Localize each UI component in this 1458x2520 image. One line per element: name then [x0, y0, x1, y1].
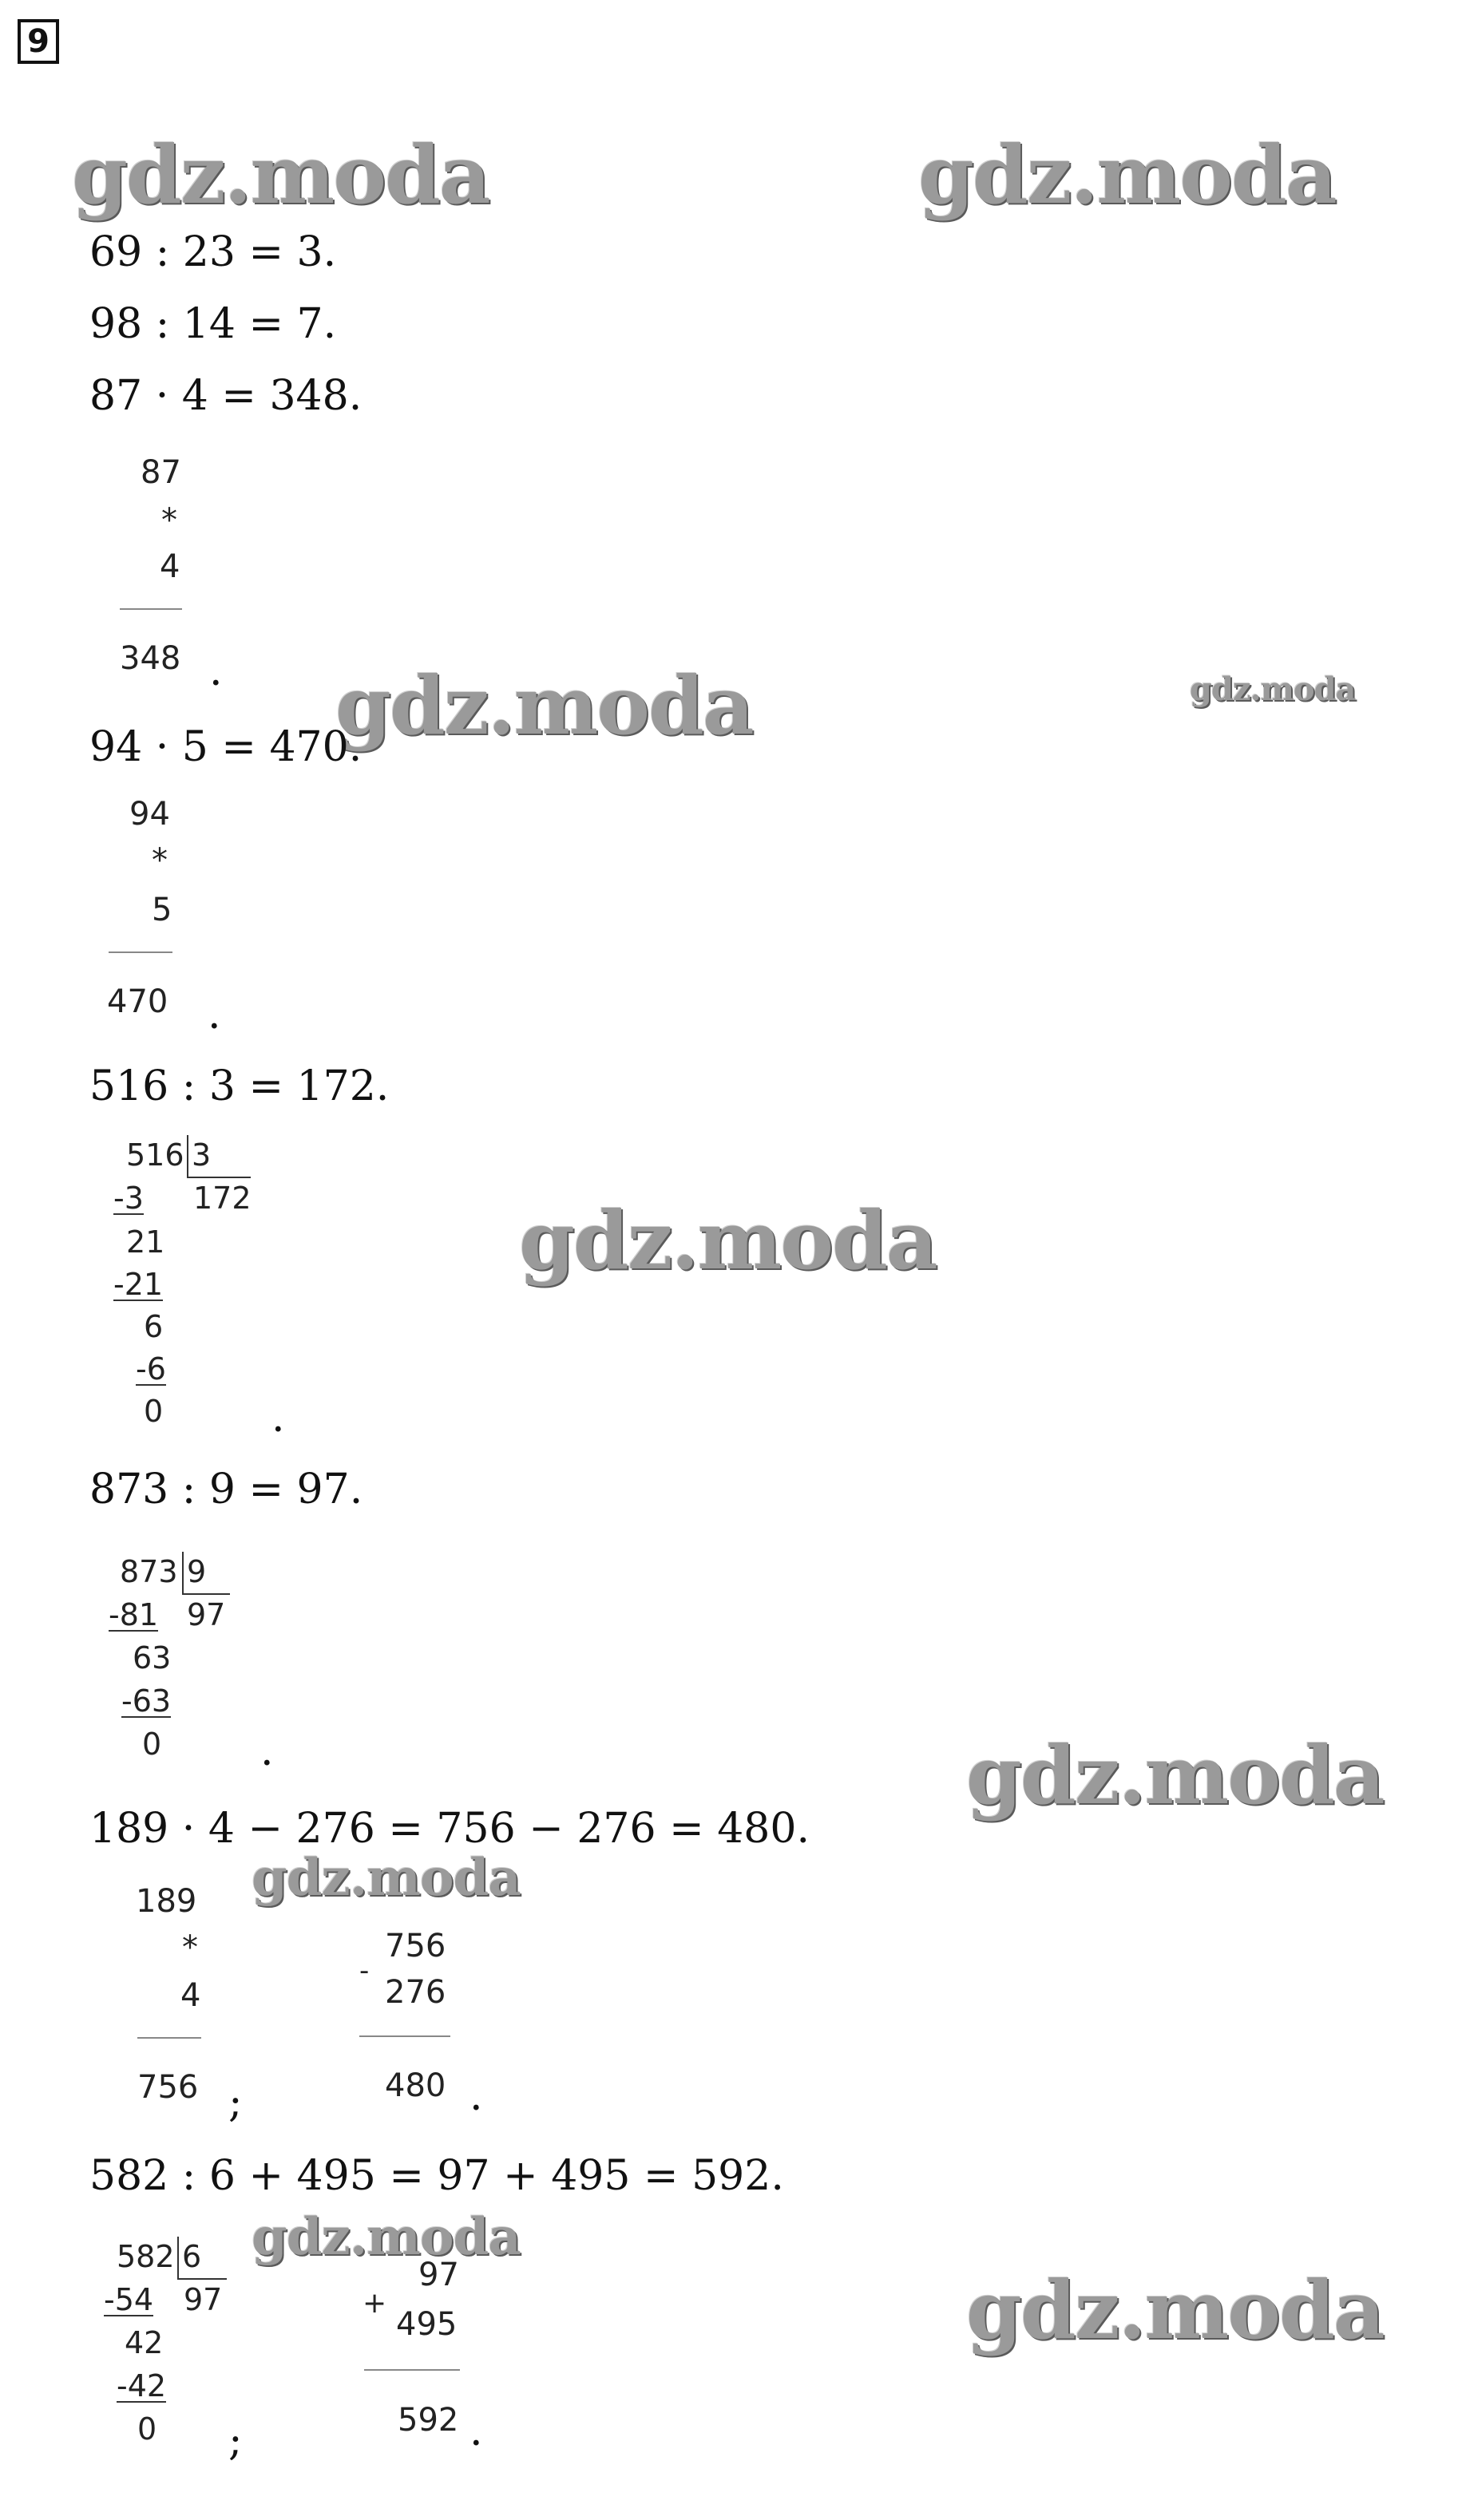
- equation-line: 582 : 6 + 495 = 97 + 495 = 592.: [89, 2152, 784, 2200]
- subtrahend: -42: [117, 2368, 167, 2403]
- subtrahend: 276: [385, 1974, 446, 2011]
- minuend: 756: [385, 1928, 446, 1964]
- result-line: [109, 951, 172, 953]
- multiplicand: 94: [129, 796, 170, 833]
- watermark: gdz.moda: [1190, 671, 1356, 708]
- watermark: gdz.moda: [966, 1728, 1384, 1822]
- result-line: [120, 608, 182, 610]
- end-mark: ;: [228, 2079, 243, 2126]
- subtrahend: -63: [121, 1683, 172, 1719]
- division-bar: [182, 1552, 184, 1593]
- operator: +: [363, 2287, 387, 2320]
- equation-line: 873 : 9 = 97.: [89, 1466, 363, 1513]
- equation-line: 94 · 5 = 470.: [89, 723, 363, 771]
- quotient-line: [182, 1593, 230, 1595]
- result-line: [137, 2037, 201, 2039]
- subtrahend: -6: [136, 1351, 166, 1387]
- equation-line: 87 · 4 = 348.: [89, 372, 363, 420]
- watermark: gdz.moda: [335, 659, 753, 753]
- equation-line: 516 : 3 = 172.: [89, 1062, 390, 1110]
- multiplicand: 189: [136, 1883, 197, 1920]
- watermark: gdz.moda: [918, 128, 1336, 222]
- operator: -: [359, 1955, 370, 1987]
- end-mark: .: [209, 647, 223, 695]
- remainder: 6: [144, 1309, 164, 1344]
- dividend: 582: [117, 2239, 175, 2274]
- watermark: gdz.moda: [72, 128, 489, 222]
- division-bar: [177, 2237, 179, 2278]
- end-mark: .: [208, 991, 221, 1038]
- remainder: 63: [133, 1640, 172, 1675]
- quotient-line: [187, 1177, 251, 1178]
- quotient: 97: [184, 2282, 223, 2317]
- subtrahend: -54: [104, 2282, 154, 2317]
- remainder: 21: [126, 1224, 165, 1260]
- quotient: 172: [193, 1181, 252, 1216]
- end-mark: .: [469, 2072, 483, 2120]
- watermark: gdz.moda: [519, 1193, 937, 1288]
- division-bar: [187, 1135, 188, 1177]
- divisor: 3: [192, 1137, 212, 1173]
- multiplicand: 87: [141, 454, 181, 491]
- product: 756: [137, 2069, 199, 2106]
- addend: 495: [396, 2306, 458, 2343]
- subtrahend: -3: [113, 1181, 144, 1216]
- end-mark: .: [271, 1394, 285, 1442]
- remainder: 0: [137, 2411, 157, 2447]
- difference: 480: [385, 2067, 446, 2104]
- addend: 97: [418, 2257, 459, 2293]
- task-number: 9: [18, 19, 59, 64]
- quotient-line: [177, 2278, 227, 2280]
- quotient: 97: [187, 1597, 226, 1632]
- divisor: 9: [187, 1554, 207, 1589]
- dividend: 516: [126, 1137, 184, 1173]
- multiplier: 4: [180, 1977, 201, 2014]
- dividend: 873: [120, 1554, 178, 1589]
- remainder: 0: [142, 1727, 162, 1762]
- subtrahend: -21: [113, 1267, 164, 1302]
- result-line: [364, 2369, 460, 2371]
- end-mark: ;: [228, 2417, 243, 2465]
- subtrahend: -81: [109, 1597, 159, 1632]
- operator: *: [161, 502, 177, 539]
- equation-line: 69 : 23 = 3.: [89, 228, 337, 276]
- watermark: gdz.moda: [252, 2207, 521, 2267]
- divisor: 6: [182, 2239, 202, 2274]
- end-mark: .: [469, 2407, 483, 2455]
- operator: *: [152, 842, 168, 879]
- watermark: gdz.moda: [252, 1848, 521, 1908]
- sum: 592: [398, 2402, 459, 2439]
- remainder: 0: [144, 1394, 164, 1429]
- end-mark: .: [260, 1727, 274, 1775]
- equation-line: 189 · 4 − 276 = 756 − 276 = 480.: [89, 1805, 810, 1853]
- multiplier: 5: [152, 892, 172, 928]
- result-line: [359, 2035, 450, 2037]
- operator: *: [182, 1929, 198, 1966]
- equation-line: 98 : 14 = 7.: [89, 300, 337, 348]
- watermark: gdz.moda: [966, 2263, 1384, 2357]
- multiplier: 4: [160, 548, 180, 585]
- product: 470: [107, 983, 168, 1020]
- product: 348: [120, 640, 181, 677]
- remainder: 42: [125, 2325, 164, 2360]
